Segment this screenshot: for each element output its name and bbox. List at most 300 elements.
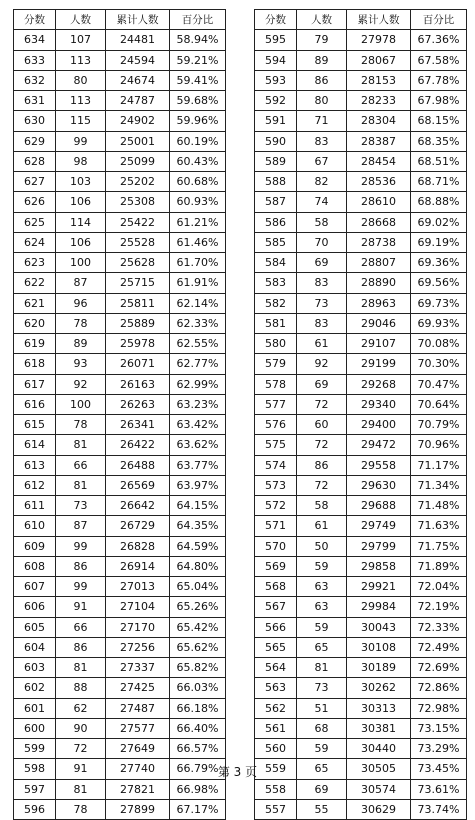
cell-count: 91	[56, 597, 106, 617]
cell-cumulative: 26341	[106, 415, 170, 435]
cell-count: 78	[56, 799, 106, 819]
table-row	[255, 111, 467, 131]
table-row	[255, 394, 467, 414]
cell-count: 60	[297, 415, 347, 435]
cell-count: 81	[56, 779, 106, 799]
cell-cumulative: 25978	[106, 334, 170, 354]
table-row	[14, 435, 226, 455]
cell-score: 609	[14, 536, 56, 556]
cell-count: 106	[56, 232, 106, 252]
cell-score: 605	[14, 617, 56, 637]
cell-percent: 60.19%	[170, 131, 226, 151]
table-row	[255, 354, 467, 374]
cell-count: 80	[297, 91, 347, 111]
cell-count: 61	[297, 334, 347, 354]
cell-percent: 71.17%	[411, 455, 467, 475]
table-row	[14, 232, 226, 252]
cell-score: 633	[14, 50, 56, 70]
table-row	[255, 293, 467, 313]
table-row	[255, 273, 467, 293]
cell-count: 86	[297, 70, 347, 90]
cell-count: 70	[297, 232, 347, 252]
table-row	[14, 718, 226, 738]
cell-cumulative: 25001	[106, 131, 170, 151]
cell-cumulative: 24674	[106, 70, 170, 90]
table-row	[255, 313, 467, 333]
cell-count: 69	[297, 779, 347, 799]
cell-cumulative: 25715	[106, 273, 170, 293]
cell-score: 596	[14, 799, 56, 819]
cell-percent: 66.18%	[170, 698, 226, 718]
cell-count: 83	[297, 131, 347, 151]
cell-cumulative: 26914	[106, 556, 170, 576]
cell-cumulative: 27577	[106, 718, 170, 738]
table-row	[14, 678, 226, 698]
cell-count: 87	[56, 516, 106, 536]
cell-cumulative: 26488	[106, 455, 170, 475]
table-row	[14, 334, 226, 354]
cell-percent: 61.46%	[170, 232, 226, 252]
cell-count: 81	[56, 475, 106, 495]
cell-percent: 63.42%	[170, 415, 226, 435]
cell-score: 585	[255, 232, 297, 252]
table-row	[255, 496, 467, 516]
cell-score: 574	[255, 455, 297, 475]
table-row	[255, 475, 467, 495]
cell-cumulative: 27425	[106, 678, 170, 698]
cell-cumulative: 26569	[106, 475, 170, 495]
cell-cumulative: 30262	[347, 678, 411, 698]
cell-score: 597	[14, 779, 56, 799]
table-row	[14, 516, 226, 536]
cell-score: 631	[14, 91, 56, 111]
cell-cumulative: 29472	[347, 435, 411, 455]
cell-cumulative: 29340	[347, 394, 411, 414]
score-table-right	[254, 9, 467, 820]
cell-count: 67	[297, 151, 347, 171]
cell-count: 87	[56, 273, 106, 293]
cell-cumulative: 28738	[347, 232, 411, 252]
cell-score: 563	[255, 678, 297, 698]
cell-cumulative: 28387	[347, 131, 411, 151]
cell-percent: 68.71%	[411, 172, 467, 192]
cell-count: 61	[297, 516, 347, 536]
cell-count: 59	[297, 739, 347, 759]
cell-score: 586	[255, 212, 297, 232]
cell-count: 58	[297, 212, 347, 232]
cell-count: 89	[297, 50, 347, 70]
table-row	[255, 131, 467, 151]
table-row	[14, 30, 226, 50]
cell-percent: 69.93%	[411, 313, 467, 333]
cell-percent: 64.59%	[170, 536, 226, 556]
cell-cumulative: 29268	[347, 374, 411, 394]
cell-score: 610	[14, 516, 56, 536]
cell-percent: 67.98%	[411, 91, 467, 111]
table-row	[255, 212, 467, 232]
table-row	[14, 597, 226, 617]
cell-percent: 59.41%	[170, 70, 226, 90]
cell-count: 89	[56, 334, 106, 354]
table-row	[14, 354, 226, 374]
cell-count: 73	[56, 496, 106, 516]
cell-score: 606	[14, 597, 56, 617]
table-row	[14, 313, 226, 333]
cell-percent: 61.91%	[170, 273, 226, 293]
cell-cumulative: 29107	[347, 334, 411, 354]
table-row	[14, 577, 226, 597]
cell-score: 602	[14, 678, 56, 698]
cell-count: 99	[56, 131, 106, 151]
table-row	[255, 718, 467, 738]
cell-score: 576	[255, 415, 297, 435]
cell-cumulative: 27487	[106, 698, 170, 718]
cell-score: 565	[255, 637, 297, 657]
cell-cumulative: 27170	[106, 617, 170, 637]
cell-score: 595	[255, 30, 297, 50]
cell-score: 566	[255, 617, 297, 637]
cell-cumulative: 29688	[347, 496, 411, 516]
cell-percent: 68.35%	[411, 131, 467, 151]
cell-score: 582	[255, 293, 297, 313]
cell-percent: 62.77%	[170, 354, 226, 374]
table-row	[255, 334, 467, 354]
table-row	[14, 415, 226, 435]
cell-percent: 71.34%	[411, 475, 467, 495]
cell-cumulative: 30108	[347, 637, 411, 657]
cell-percent: 71.89%	[411, 556, 467, 576]
cell-percent: 62.55%	[170, 334, 226, 354]
cell-score: 598	[14, 759, 56, 779]
cell-score: 559	[255, 759, 297, 779]
cell-score: 607	[14, 577, 56, 597]
cell-percent: 72.49%	[411, 637, 467, 657]
cell-percent: 59.68%	[170, 91, 226, 111]
cell-cumulative: 27978	[347, 30, 411, 50]
cell-cumulative: 26642	[106, 496, 170, 516]
cell-count: 98	[56, 151, 106, 171]
table-row	[255, 536, 467, 556]
cell-score: 564	[255, 658, 297, 678]
cell-percent: 73.15%	[411, 718, 467, 738]
table-row	[14, 70, 226, 90]
cell-count: 79	[297, 30, 347, 50]
cell-score: 590	[255, 131, 297, 151]
cell-score: 567	[255, 597, 297, 617]
cell-count: 74	[297, 192, 347, 212]
table-row	[14, 617, 226, 637]
cell-count: 69	[297, 374, 347, 394]
cell-score: 611	[14, 496, 56, 516]
cell-cumulative: 30629	[347, 799, 411, 819]
cell-percent: 63.77%	[170, 455, 226, 475]
cell-cumulative: 30574	[347, 779, 411, 799]
cell-count: 71	[297, 111, 347, 131]
cell-count: 51	[297, 698, 347, 718]
cell-count: 114	[56, 212, 106, 232]
cell-count: 72	[297, 394, 347, 414]
cell-count: 86	[56, 556, 106, 576]
cell-score: 634	[14, 30, 56, 50]
cell-cumulative: 26071	[106, 354, 170, 374]
cell-score: 573	[255, 475, 297, 495]
table-row	[14, 698, 226, 718]
cell-score: 592	[255, 91, 297, 111]
cell-score: 562	[255, 698, 297, 718]
table-row	[14, 739, 226, 759]
cell-cumulative: 26729	[106, 516, 170, 536]
cell-score: 612	[14, 475, 56, 495]
cell-score: 629	[14, 131, 56, 151]
table-row	[14, 91, 226, 111]
cell-percent: 65.42%	[170, 617, 226, 637]
cell-cumulative: 28536	[347, 172, 411, 192]
cell-cumulative: 29558	[347, 455, 411, 475]
cell-count: 96	[56, 293, 106, 313]
cell-percent: 67.36%	[411, 30, 467, 50]
cell-percent: 66.98%	[170, 779, 226, 799]
cell-percent: 59.96%	[170, 111, 226, 131]
cell-percent: 68.51%	[411, 151, 467, 171]
cell-percent: 64.35%	[170, 516, 226, 536]
cell-percent: 71.75%	[411, 536, 467, 556]
table-row	[255, 637, 467, 657]
table-row	[255, 577, 467, 597]
header-score: 分数	[255, 10, 297, 30]
table-row	[14, 50, 226, 70]
table-row	[255, 658, 467, 678]
cell-cumulative: 25422	[106, 212, 170, 232]
cell-cumulative: 24481	[106, 30, 170, 50]
table-row	[255, 50, 467, 70]
cell-score: 581	[255, 313, 297, 333]
cell-score: 568	[255, 577, 297, 597]
cell-count: 62	[56, 698, 106, 718]
table-header-row	[14, 10, 226, 30]
cell-percent: 66.57%	[170, 739, 226, 759]
cell-count: 93	[56, 354, 106, 374]
cell-cumulative: 27337	[106, 658, 170, 678]
cell-score: 604	[14, 637, 56, 657]
cell-count: 78	[56, 313, 106, 333]
cell-cumulative: 28454	[347, 151, 411, 171]
cell-count: 91	[56, 759, 106, 779]
cell-cumulative: 27899	[106, 799, 170, 819]
cell-count: 99	[56, 577, 106, 597]
cell-count: 72	[297, 435, 347, 455]
cell-cumulative: 30440	[347, 739, 411, 759]
table-row	[14, 151, 226, 171]
cell-cumulative: 24594	[106, 50, 170, 70]
cell-percent: 62.14%	[170, 293, 226, 313]
table-row	[255, 516, 467, 536]
cell-percent: 60.93%	[170, 192, 226, 212]
cell-percent: 72.98%	[411, 698, 467, 718]
cell-score: 580	[255, 334, 297, 354]
cell-score: 569	[255, 556, 297, 576]
cell-percent: 70.64%	[411, 394, 467, 414]
cell-percent: 72.33%	[411, 617, 467, 637]
cell-count: 113	[56, 91, 106, 111]
cell-percent: 71.63%	[411, 516, 467, 536]
cell-score: 588	[255, 172, 297, 192]
table-row	[14, 273, 226, 293]
cell-count: 86	[297, 455, 347, 475]
cell-score: 571	[255, 516, 297, 536]
cell-count: 83	[297, 273, 347, 293]
cell-score: 572	[255, 496, 297, 516]
cell-score: 623	[14, 253, 56, 273]
cell-score: 601	[14, 698, 56, 718]
cell-percent: 69.02%	[411, 212, 467, 232]
cell-score: 593	[255, 70, 297, 90]
cell-percent: 61.21%	[170, 212, 226, 232]
cell-count: 73	[297, 678, 347, 698]
cell-cumulative: 29858	[347, 556, 411, 576]
cell-cumulative: 28153	[347, 70, 411, 90]
table-row	[255, 232, 467, 252]
table-row	[14, 799, 226, 819]
cell-percent: 70.79%	[411, 415, 467, 435]
cell-percent: 63.23%	[170, 394, 226, 414]
cell-cumulative: 27821	[106, 779, 170, 799]
cell-cumulative: 28890	[347, 273, 411, 293]
cell-score: 584	[255, 253, 297, 273]
table-row	[255, 698, 467, 718]
cell-percent: 73.29%	[411, 739, 467, 759]
cell-score: 603	[14, 658, 56, 678]
cell-score: 577	[255, 394, 297, 414]
cell-percent: 67.17%	[170, 799, 226, 819]
cell-score: 615	[14, 415, 56, 435]
cell-cumulative: 29921	[347, 577, 411, 597]
cell-percent: 69.56%	[411, 273, 467, 293]
cell-percent: 60.43%	[170, 151, 226, 171]
cell-score: 618	[14, 354, 56, 374]
cell-percent: 66.79%	[170, 759, 226, 779]
cell-count: 65	[297, 759, 347, 779]
header-score: 分数	[14, 10, 56, 30]
cell-percent: 58.94%	[170, 30, 226, 50]
table-row	[14, 172, 226, 192]
table-row	[14, 131, 226, 151]
cell-percent: 72.04%	[411, 577, 467, 597]
table-row	[255, 374, 467, 394]
table-row	[14, 779, 226, 799]
cell-cumulative: 28963	[347, 293, 411, 313]
cell-cumulative: 28610	[347, 192, 411, 212]
cell-cumulative: 24787	[106, 91, 170, 111]
table-row	[255, 455, 467, 475]
table-row	[14, 658, 226, 678]
cell-percent: 70.30%	[411, 354, 467, 374]
cell-cumulative: 30505	[347, 759, 411, 779]
cell-cumulative: 25528	[106, 232, 170, 252]
header-percent: 百分比	[411, 10, 467, 30]
cell-score: 620	[14, 313, 56, 333]
cell-score: 625	[14, 212, 56, 232]
cell-cumulative: 25811	[106, 293, 170, 313]
cell-count: 107	[56, 30, 106, 50]
cell-cumulative: 29799	[347, 536, 411, 556]
table-row	[14, 475, 226, 495]
cell-cumulative: 25628	[106, 253, 170, 273]
cell-percent: 69.36%	[411, 253, 467, 273]
cell-percent: 73.74%	[411, 799, 467, 819]
cell-score: 614	[14, 435, 56, 455]
table-header-row	[255, 10, 467, 30]
cell-percent: 70.47%	[411, 374, 467, 394]
cell-score: 561	[255, 718, 297, 738]
cell-count: 81	[56, 435, 106, 455]
cell-score: 632	[14, 70, 56, 90]
cell-cumulative: 25308	[106, 192, 170, 212]
cell-cumulative: 28233	[347, 91, 411, 111]
cell-percent: 68.15%	[411, 111, 467, 131]
header-cumulative: 累计人数	[106, 10, 170, 30]
table-row	[255, 617, 467, 637]
cell-cumulative: 25202	[106, 172, 170, 192]
cell-cumulative: 28668	[347, 212, 411, 232]
cell-score: 600	[14, 718, 56, 738]
cell-cumulative: 30381	[347, 718, 411, 738]
score-table-left	[13, 9, 226, 820]
cell-percent: 67.58%	[411, 50, 467, 70]
cell-percent: 64.80%	[170, 556, 226, 576]
cell-count: 59	[297, 617, 347, 637]
cell-percent: 62.33%	[170, 313, 226, 333]
cell-cumulative: 27256	[106, 637, 170, 657]
cell-score: 627	[14, 172, 56, 192]
header-cumulative: 累计人数	[347, 10, 411, 30]
cell-percent: 65.04%	[170, 577, 226, 597]
cell-cumulative: 26422	[106, 435, 170, 455]
cell-percent: 62.99%	[170, 374, 226, 394]
cell-score: 560	[255, 739, 297, 759]
cell-count: 78	[56, 415, 106, 435]
cell-cumulative: 27013	[106, 577, 170, 597]
table-row	[255, 597, 467, 617]
cell-score: 558	[255, 779, 297, 799]
cell-cumulative: 26163	[106, 374, 170, 394]
cell-count: 92	[297, 354, 347, 374]
cell-percent: 60.68%	[170, 172, 226, 192]
cell-count: 59	[297, 556, 347, 576]
cell-count: 72	[297, 475, 347, 495]
cell-count: 63	[297, 577, 347, 597]
table-row	[255, 779, 467, 799]
cell-percent: 70.08%	[411, 334, 467, 354]
cell-percent: 69.19%	[411, 232, 467, 252]
header-percent: 百分比	[170, 10, 226, 30]
cell-score: 594	[255, 50, 297, 70]
table-row	[255, 192, 467, 212]
table-row	[255, 799, 467, 819]
cell-percent: 64.15%	[170, 496, 226, 516]
table-row	[255, 739, 467, 759]
cell-score: 578	[255, 374, 297, 394]
cell-cumulative: 28067	[347, 50, 411, 70]
cell-count: 86	[56, 637, 106, 657]
cell-count: 55	[297, 799, 347, 819]
cell-count: 81	[297, 658, 347, 678]
cell-count: 63	[297, 597, 347, 617]
cell-percent: 66.03%	[170, 678, 226, 698]
cell-count: 99	[56, 536, 106, 556]
table-row	[14, 637, 226, 657]
cell-count: 72	[56, 739, 106, 759]
cell-count: 66	[56, 617, 106, 637]
